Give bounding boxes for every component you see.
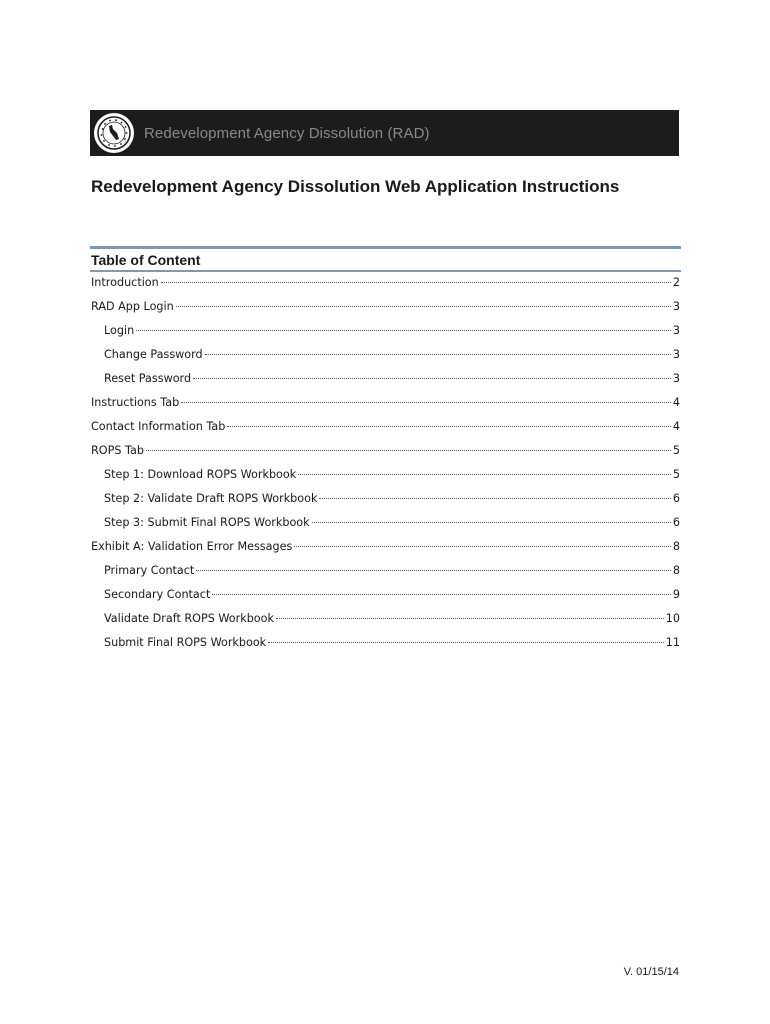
toc-entry-page-number: 2 [672,276,680,289]
toc-entry-label: ROPS Tab [91,444,144,457]
toc-dot-leader [146,450,671,451]
toc-entry-label: Secondary Contact [104,588,211,601]
toc-entry-page-number: 5 [672,468,680,481]
toc-entry-label: Primary Contact [104,564,195,577]
department-of-finance-seal-icon [94,113,134,153]
toc-dot-leader [268,642,664,643]
toc-dot-leader [227,426,671,427]
toc-entry[interactable] [91,394,680,418]
toc-entry-label: Submit Final ROPS Workbook [104,636,267,649]
toc-entry-page-number: 4 [672,420,680,433]
toc-entry[interactable] [91,370,680,394]
toc-entry[interactable] [91,274,680,298]
toc-entry-label: Introduction [91,276,159,289]
toc-entry-label: Instructions Tab [91,396,180,409]
toc-entry-label: Change Password [104,348,203,361]
toc-entry-page-number: 3 [672,300,680,313]
toc-dot-leader [205,354,671,355]
toc-entry-label: Exhibit A: Validation Error Messages [91,540,293,553]
toc-entry[interactable] [91,514,680,538]
toc-entry-page-number: 9 [672,588,680,601]
toc-entry-page-number: 3 [672,324,680,337]
toc-dot-leader [294,546,671,547]
toc-entry-page-number: 3 [672,348,680,361]
toc-entry[interactable] [91,346,680,370]
toc-dot-leader [319,498,670,499]
toc-entry[interactable] [91,538,680,562]
header-banner [90,110,679,156]
toc-entry-label: Login [104,324,135,337]
toc-entry[interactable] [91,610,680,634]
toc-entry-label: RAD App Login [91,300,174,313]
toc-entry[interactable] [91,490,680,514]
toc-top-rule [90,246,681,249]
toc-bottom-rule [90,270,681,272]
toc-dot-leader [161,282,671,283]
toc-entry-page-number: 8 [672,540,680,553]
toc-dot-leader [176,306,671,307]
toc-entry[interactable] [91,466,680,490]
banner-title: Redevelopment Agency Dissolution (RAD) [144,124,430,142]
toc-entry-page-number: 6 [672,492,680,505]
toc-entry[interactable] [91,634,680,658]
toc-entry-label: Step 3: Submit Final ROPS Workbook [104,516,310,529]
toc-entry[interactable] [91,442,680,466]
toc-heading: Table of Content [91,252,201,268]
toc-entry-page-number: 10 [665,612,680,625]
toc-entry-page-number: 3 [672,372,680,385]
toc-entry-label: Step 2: Validate Draft ROPS Workbook [104,492,318,505]
toc-entry-label: Reset Password [104,372,192,385]
toc-dot-leader [312,522,671,523]
toc-entry-label: Validate Draft ROPS Workbook [104,612,274,625]
toc-entry[interactable] [91,586,680,610]
toc-entry-page-number: 6 [672,516,680,529]
toc-dot-leader [193,378,671,379]
toc-entry-page-number: 4 [672,396,680,409]
toc-dot-leader [181,402,671,403]
toc-entry-page-number: 5 [672,444,680,457]
document-title: Redevelopment Agency Dissolution Web Application Instructions [91,177,620,196]
toc-dot-leader [298,474,671,475]
toc-entry[interactable] [91,418,680,442]
toc-entry-page-number: 11 [665,636,680,649]
toc-entry[interactable] [91,322,680,346]
toc-dot-leader [136,330,671,331]
table-of-contents [91,274,680,658]
toc-entry-page-number: 8 [672,564,680,577]
toc-entry[interactable] [91,562,680,586]
toc-entry[interactable] [91,298,680,322]
toc-dot-leader [196,570,671,571]
toc-dot-leader [212,594,671,595]
toc-dot-leader [276,618,664,619]
version-label: V. 01/15/14 [623,966,679,978]
toc-entry-label: Step 1: Download ROPS Workbook [104,468,297,481]
toc-entry-label: Contact Information Tab [91,420,226,433]
